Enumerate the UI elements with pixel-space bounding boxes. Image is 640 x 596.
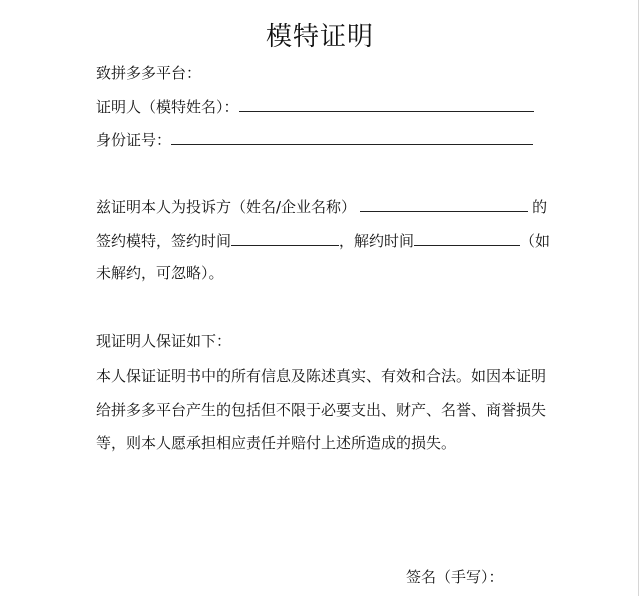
statement-line-3: 未解约，可忽略）。 [96, 264, 224, 282]
certifier-label: 证明人（模特姓名）： [96, 98, 239, 116]
termination-time-label: ，解约时间 [339, 232, 415, 250]
guarantee-line-2: 给拼多多平台产生的包括但不限于必要支出、财产、名誉、商誉损失 [96, 401, 547, 419]
id-number-line [96, 130, 533, 150]
statement-part1-end: 的 [532, 198, 548, 216]
complainant-name-field[interactable] [360, 197, 528, 212]
certifier-line [96, 97, 534, 117]
termination-time-field[interactable] [414, 231, 520, 246]
document-title: 模特证明 [265, 22, 374, 52]
signing-time-label: 签约模特，签约时间 [96, 232, 232, 250]
signature-label: 签名（手写）： [406, 568, 504, 586]
guarantee-line-3: 等，则本人愿承担相应责任并赔付上述所造成的损失。 [96, 434, 457, 452]
statement-line-2 [96, 231, 550, 251]
guarantee-line-1: 本人保证证明书中的所有信息及陈述真实、有效和合法。如因本证明 [96, 367, 547, 385]
id-number-field[interactable] [171, 130, 533, 145]
statement-line-1 [96, 197, 547, 217]
id-number-label: 身份证号： [96, 131, 172, 149]
signing-time-field[interactable] [231, 231, 339, 246]
certifier-name-field[interactable] [239, 97, 534, 112]
guarantee-heading: 现证明人保证如下： [96, 332, 232, 350]
addressee-line: 致拼多多平台： [96, 64, 202, 82]
statement-part2-end: （如 [520, 232, 551, 250]
statement-part1: 兹证明本人为投诉方（姓名/企业名称） [96, 198, 357, 216]
